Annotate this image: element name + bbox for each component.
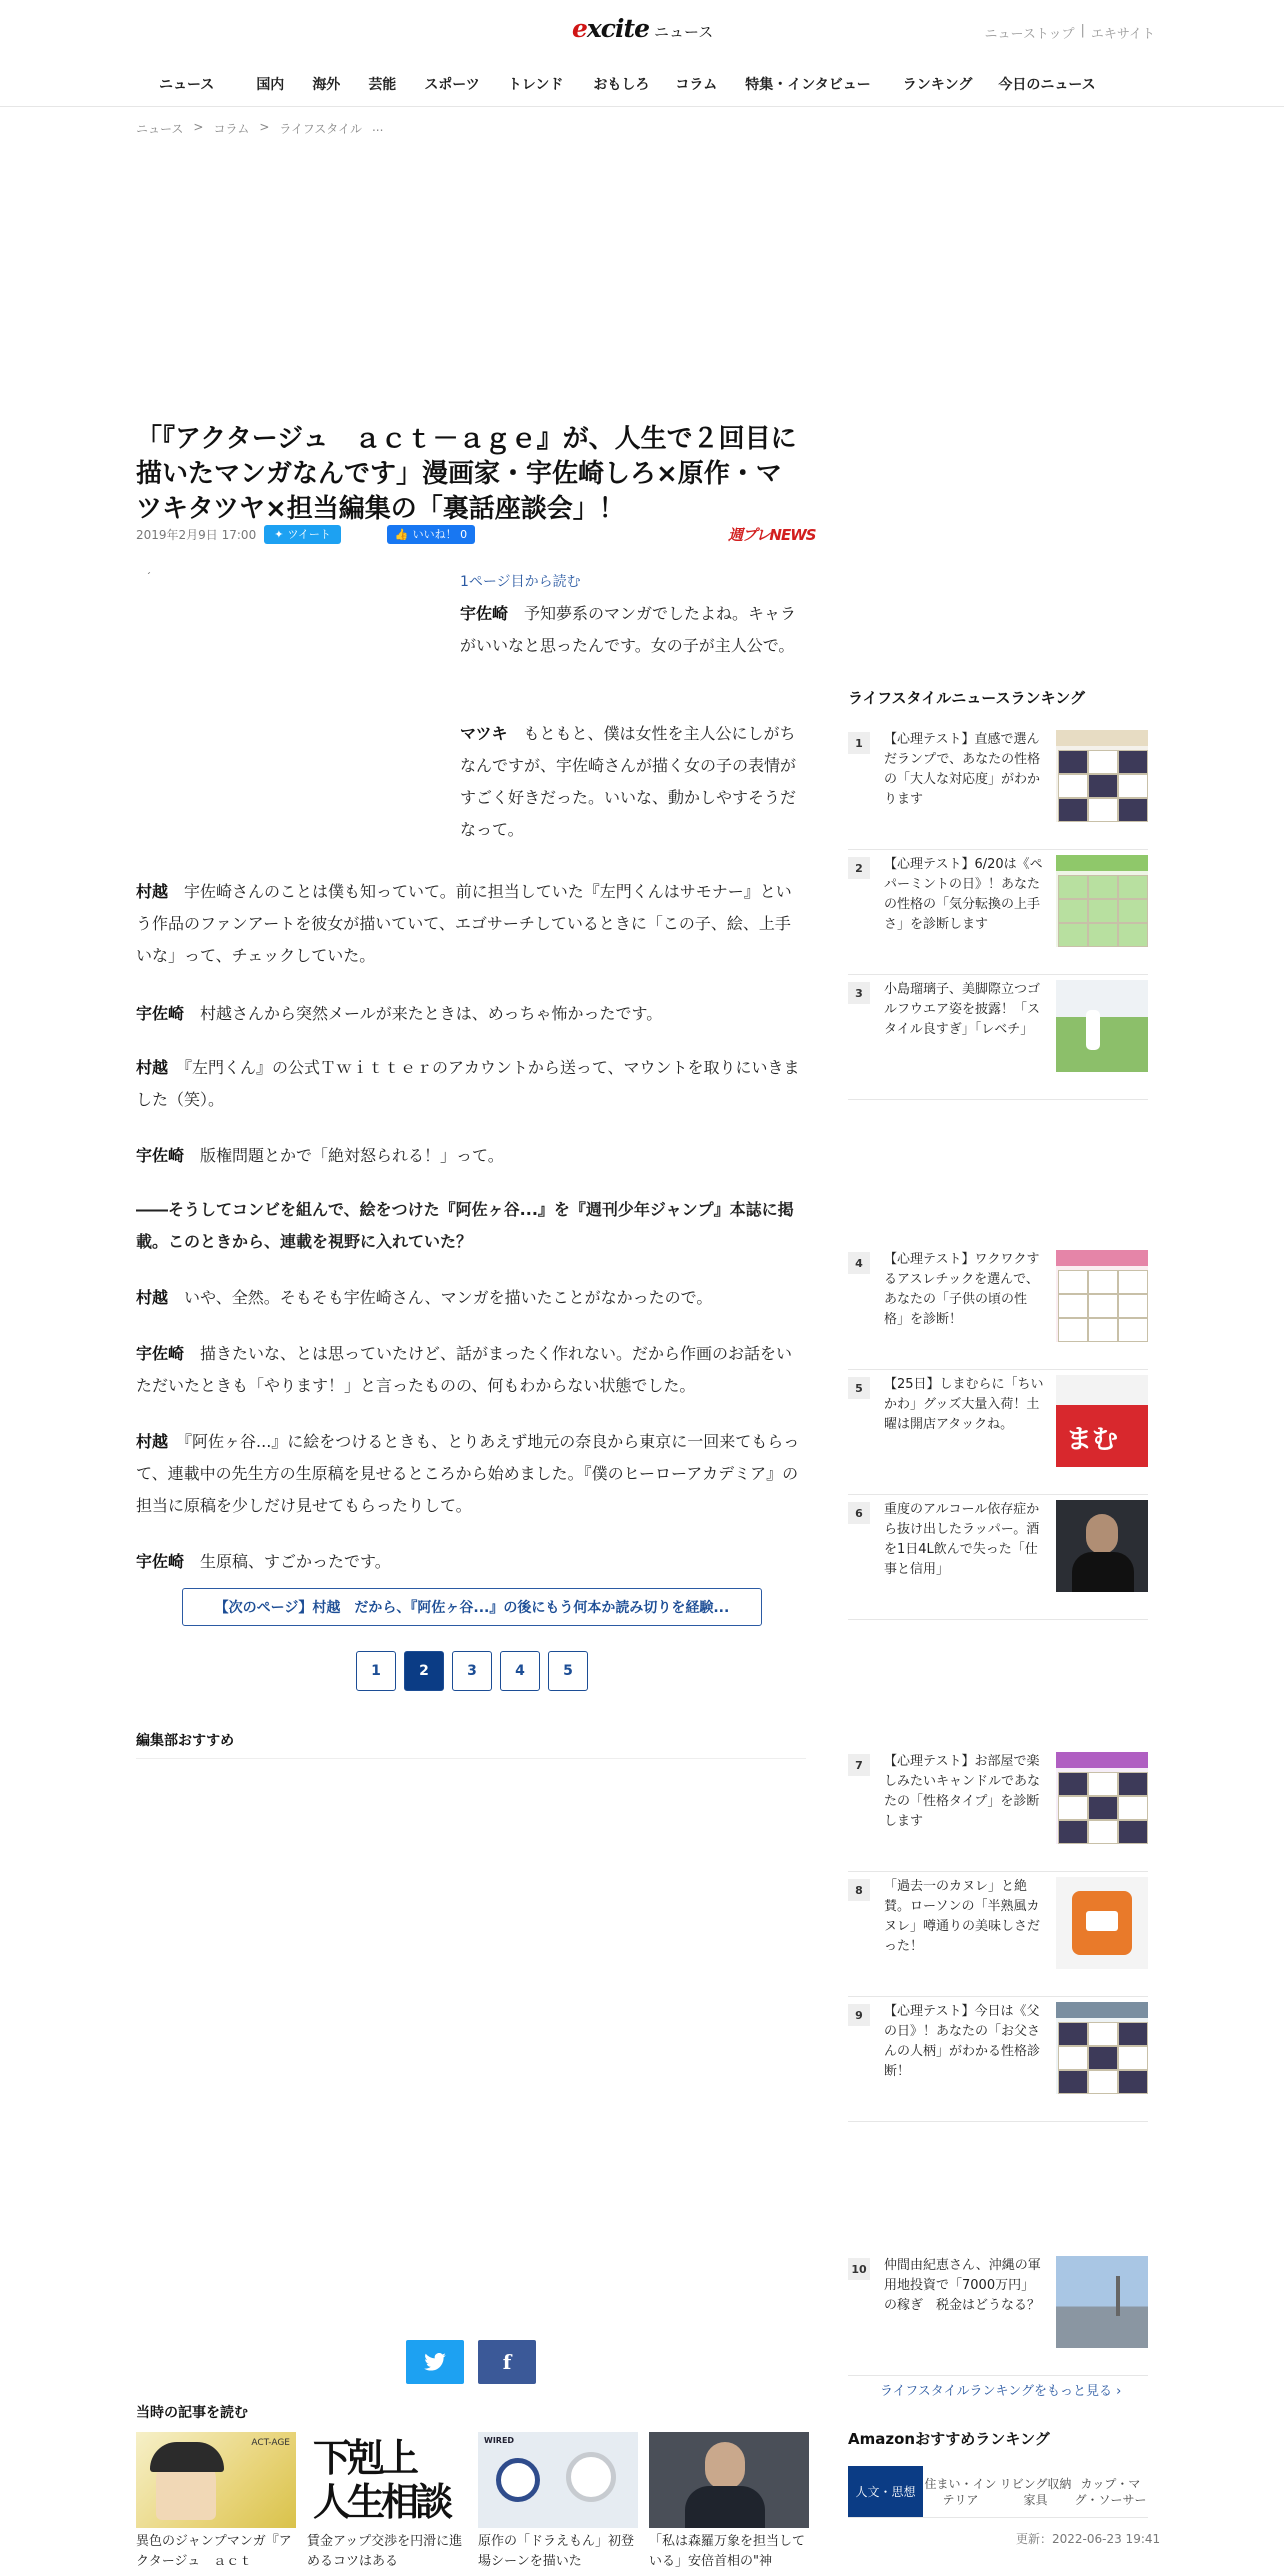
tab-cup-mug[interactable]: カップ・マグ・ソーサー [1073, 2466, 1148, 2518]
rank-number: 10 [848, 2258, 870, 2280]
article-paragraph [136, 1052, 806, 1116]
military-land-photo-thumbnail [1056, 2256, 1148, 2348]
ranking-title: 【心理テスト】今日は《父の日》！あなたの「お父さんの人柄」がわかる性格診断！ [884, 2004, 1041, 2079]
speaker-name: 宇佐崎 [460, 604, 509, 623]
ranking-item[interactable] [848, 1375, 1148, 1495]
thumbs-up-icon: 👍 [394, 527, 409, 541]
rapper-photo-thumbnail [1056, 1500, 1148, 1592]
rank-number: 9 [848, 2004, 870, 2026]
paragraph-text: 村越さんから突然メールが来たときは、めっちゃ怖かったです。 [200, 1004, 663, 1023]
link-excite[interactable]: エキサイト [1090, 27, 1155, 42]
broken-image-icon: ´ [146, 572, 151, 583]
breadcrumb-column[interactable]: コラム [213, 122, 250, 136]
then-articles-list [136, 2432, 809, 2568]
like-button[interactable] [387, 525, 475, 544]
speaker-name: 村越 [136, 1058, 169, 1077]
ranking-title: 「過去一のカヌレ」と絶賛。ローソンの「半熟風カヌレ」噂通りの美味しさだった！ [884, 1879, 1041, 1954]
ranking-item[interactable] [848, 2002, 1148, 2122]
amazon-ranking-heading: Amazonおすすめランキング [848, 2430, 1050, 2448]
breadcrumb [136, 120, 383, 137]
tweet-label: ツイート [287, 528, 331, 541]
ranking-heading: ライフスタイルニュースランキング [848, 689, 1086, 707]
then-article-title: 「私は森羅万象を担当している」安倍首相の"神 [649, 2534, 806, 2568]
logo-news-text: ニュース [653, 23, 714, 41]
calligraphy-thumbnail: 下剋上 人生相談 [307, 2432, 467, 2528]
peppermint-quiz-thumbnail [1056, 855, 1148, 947]
nav-today[interactable]: 今日のニュース [998, 77, 1096, 93]
then-article-card[interactable] [136, 2432, 296, 2568]
rank-number: 1 [848, 732, 870, 754]
header-divider: | [1080, 23, 1085, 38]
page-button-4[interactable]: 4 [500, 1651, 540, 1691]
article-paragraph [136, 1426, 806, 1522]
tweet-button[interactable] [264, 525, 341, 544]
paragraph-text: 予知夢系のマンガでしたよね。キャラがいいなと思ったんです。女の子が主人公で。 [460, 604, 797, 655]
nav-world[interactable]: 海外 [312, 77, 341, 93]
ranking-item[interactable] [848, 2256, 1148, 2376]
pagination [356, 1651, 588, 1691]
speaker-name: 宇佐崎 [136, 1344, 185, 1363]
nav-feature[interactable]: 特集・インタビュー [745, 77, 871, 93]
ranking-item[interactable] [848, 1877, 1148, 1997]
page-button-5[interactable]: 5 [548, 1651, 588, 1691]
amazon-tabs [848, 2466, 1148, 2518]
rank-number: 6 [848, 1502, 870, 1524]
interviewer-question: ――そうしてコンビを組んで、絵をつけた『阿佐ヶ谷...』を『週刊少年ジャンプ』本誌に掲載。このときから、連載を視野に入れていた？ [136, 1200, 794, 1251]
page-button-2-current[interactable]: 2 [404, 1651, 444, 1691]
tab-interior[interactable]: 住まい・インテリア [923, 2466, 998, 2518]
candle-quiz-thumbnail [1056, 1752, 1148, 1844]
father-day-quiz-thumbnail [1056, 2002, 1148, 2094]
site-header [0, 0, 1284, 107]
twitter-bird-icon: ✦ [274, 527, 284, 541]
paragraph-text: 『左門くん』の公式Ｔｗｉｔｔｅｒのアカウントから送って、マウントを取りにいきました（笑）。 [136, 1058, 800, 1109]
logo-excite-text: excite [572, 14, 649, 43]
amazon-updated-timestamp: 更新：2022-06-23 19:41 [1016, 2532, 1161, 2546]
share-buttons [406, 2340, 536, 2384]
page-button-1[interactable]: 1 [356, 1651, 396, 1691]
then-article-title: 賃金アップ交渉を円滑に進めるコツはある [307, 2534, 463, 2568]
speaker-name: 宇佐崎 [136, 1004, 185, 1023]
ranking-item[interactable] [848, 980, 1148, 1100]
recommend-heading: 編集部おすすめ [136, 1733, 235, 1749]
article-meta [136, 524, 475, 544]
then-article-card[interactable] [307, 2432, 467, 2568]
more-ranking-link[interactable]: ライフスタイルランキングをもっと見る › [880, 2384, 1122, 2399]
paragraph-text: 描きたいな、とは思っていたけど、話がまったく作れない。だから作画のお話をいただいたときも「やります！」と言ったものの、何もわからない状態でした。 [136, 1344, 793, 1395]
watch-thumbnail: WIRED [478, 2432, 638, 2528]
ranking-title: 【25日】しまむらに「ちいかわ」グッズ大量入荷！土曜は開店アタックね。 [884, 1377, 1044, 1432]
divider [136, 1758, 806, 1759]
article-paragraph [136, 998, 806, 1030]
speaker-name: マツキ [460, 724, 508, 743]
link-news-top[interactable]: ニューストップ [984, 27, 1075, 42]
nav-sports[interactable]: スポーツ [424, 77, 480, 93]
next-page-link[interactable]: 【次のページ】村越 だから、『阿佐ヶ谷...』の後にもう何本か読み切りを経験... [182, 1588, 762, 1626]
ranking-item[interactable] [848, 730, 1148, 850]
ranking-title: 【心理テスト】お部屋で楽しみたいキャンドルであなたの「性格タイプ」を診断します [884, 1754, 1041, 1829]
ranking-title: 仲間由紀恵さん、沖縄の軍用地投資で「7000万円」の稼ぎ 税金はどうなる？ [884, 2258, 1041, 2313]
speaker-name: 村越 [136, 882, 169, 901]
lamp-quiz-thumbnail [1056, 730, 1148, 822]
then-article-card[interactable] [478, 2432, 638, 2568]
nav-news[interactable]: ニュース [159, 77, 215, 93]
article-paragraph [136, 1546, 806, 1578]
speaker-name: 村越 [136, 1432, 169, 1451]
shimamura-store-thumbnail: まむ [1056, 1375, 1148, 1467]
article-title: 「『アクタージュ ａｃｔ－ａｇｅ』が、人生で２回目に描いたマンガなんです」漫画家・宇佐崎しろ×原作・マツキタツヤ×担当編集の「裏話座談会」！ [136, 424, 797, 524]
paragraph-text: 生原稿、すごかったです。 [200, 1552, 391, 1571]
speaker-name: 宇佐崎 [136, 1146, 185, 1165]
rank-number: 8 [848, 1879, 870, 1901]
then-article-title: 異色のジャンプマンガ『アクタージュ ａｃｔ [136, 2534, 292, 2568]
ranking-title: 【心理テスト】6/20は《ペパーミントの日》！あなたの性格の「気分転換の上手さ」を診断します [884, 857, 1043, 932]
canele-photo-thumbnail [1056, 1877, 1148, 1969]
ad-slot [136, 150, 808, 410]
athletic-quiz-thumbnail [1056, 1250, 1148, 1342]
then-articles-heading: 当時の記事を読む [136, 2405, 248, 2421]
breadcrumb-sep: > [193, 120, 204, 134]
paragraph-text: 版権問題とかで「絶対怒られる！」って。 [200, 1146, 504, 1165]
twitter-bird-icon [424, 2353, 446, 2371]
article-paragraph [460, 598, 806, 662]
nav-entertainment[interactable]: 芸能 [368, 77, 397, 93]
read-from-first-page-link[interactable]: 1ページ目から読む [460, 574, 581, 590]
header-links [985, 23, 1155, 42]
rank-number: 7 [848, 1754, 870, 1776]
speaker-name: 村越 [136, 1288, 169, 1307]
tab-humanities[interactable]: 人文・思想 [848, 2466, 923, 2518]
breadcrumb-ellipsis: ... [371, 120, 384, 134]
then-article-title: 原作の「ドラえもん」初登場シーンを描いた [478, 2534, 635, 2568]
article-paragraph [136, 1338, 806, 1402]
rank-number: 4 [848, 1252, 870, 1274]
ranking-item[interactable] [848, 1500, 1148, 1620]
politician-thumbnail [649, 2432, 809, 2528]
paragraph-text: いや、全然。そもそも宇佐崎さん、マンガを描いたことがなかったので。 [184, 1288, 713, 1307]
site-logo[interactable] [572, 14, 713, 50]
nav-fun[interactable]: おもしろ [593, 77, 650, 93]
ranking-title: 小島瑠璃子、美脚際立つゴルフウエア姿を披露！「スタイル良すぎ」「レベチ」 [884, 982, 1041, 1037]
rank-number: 5 [848, 1377, 870, 1399]
golf-photo-thumbnail [1056, 980, 1148, 1072]
article-paragraph [136, 1140, 806, 1172]
article-date: 2019年2月9日 17:00 [136, 527, 257, 542]
facebook-f-icon: f [502, 2350, 512, 2374]
main-nav [159, 74, 1096, 94]
article-paragraph [136, 876, 806, 972]
ranking-item[interactable] [848, 1250, 1148, 1370]
nav-domestic[interactable]: 国内 [256, 77, 285, 93]
share-facebook-button[interactable] [478, 2340, 536, 2384]
rank-number: 2 [848, 857, 870, 879]
share-twitter-button[interactable] [406, 2340, 464, 2384]
paragraph-text: 『阿佐ヶ谷...』に絵をつけるときも、とりあえず地元の奈良から東京に一回来てもらって、連載中の先生方の生原稿を見せるところから始めました。『僕のヒーローアカデミア』の担当に原稿を少しだけ見せてもらったりして。 [136, 1432, 800, 1515]
ranking-item[interactable] [848, 855, 1148, 975]
paragraph-text: もともと、僕は女性を主人公にしがちなんですが、宇佐崎さんが描く女の子の表情がすごく好きだった。いいな、動かしやすそうだなって。 [460, 724, 797, 839]
breadcrumb-lifestyle[interactable]: ライフスタイル [279, 122, 362, 136]
source-logo[interactable]: 週プレNEWS [728, 526, 816, 544]
breadcrumb-sep: > [259, 120, 270, 134]
then-article-card[interactable] [649, 2432, 809, 2568]
tab-living-storage[interactable]: リビング収納家具 [998, 2466, 1073, 2518]
ranking-title: 重度のアルコール依存症から抜け出したラッパー。酒を1日4L飲んで失った「仕事と信用」 [884, 1502, 1040, 1577]
page-button-3[interactable]: 3 [452, 1651, 492, 1691]
nav-trend[interactable]: トレンド [507, 77, 564, 93]
manga-cover-thumbnail: ACT-AGE [136, 2432, 296, 2528]
article-paragraph [136, 1282, 806, 1314]
nav-column[interactable]: コラム [675, 77, 718, 93]
ranking-item[interactable] [848, 1752, 1148, 1872]
article-paragraph [460, 718, 806, 846]
ranking-title: 【心理テスト】ワクワクするアスレチックを選んで、あなたの「子供の頃の性格」を診断！ [884, 1252, 1040, 1327]
speaker-name: 宇佐崎 [136, 1552, 185, 1571]
nav-ranking[interactable]: ランキング [902, 77, 973, 93]
breadcrumb-news[interactable]: ニュース [136, 122, 184, 136]
paragraph-text: 宇佐崎さんのことは僕も知っていて。前に担当していた『左門くんはサモナー』という作品のファンアートを彼女が描いていて、エゴサーチしているときに「この子、絵、上手いな」って、チェックしていた。 [136, 882, 792, 965]
like-label: いいね！ 0 [412, 528, 468, 541]
rank-number: 3 [848, 982, 870, 1004]
ranking-title: 【心理テスト】直感で選んだランプで、あなたの性格の「大人な対応度」がわかります [884, 732, 1041, 807]
article-photo [136, 570, 436, 870]
